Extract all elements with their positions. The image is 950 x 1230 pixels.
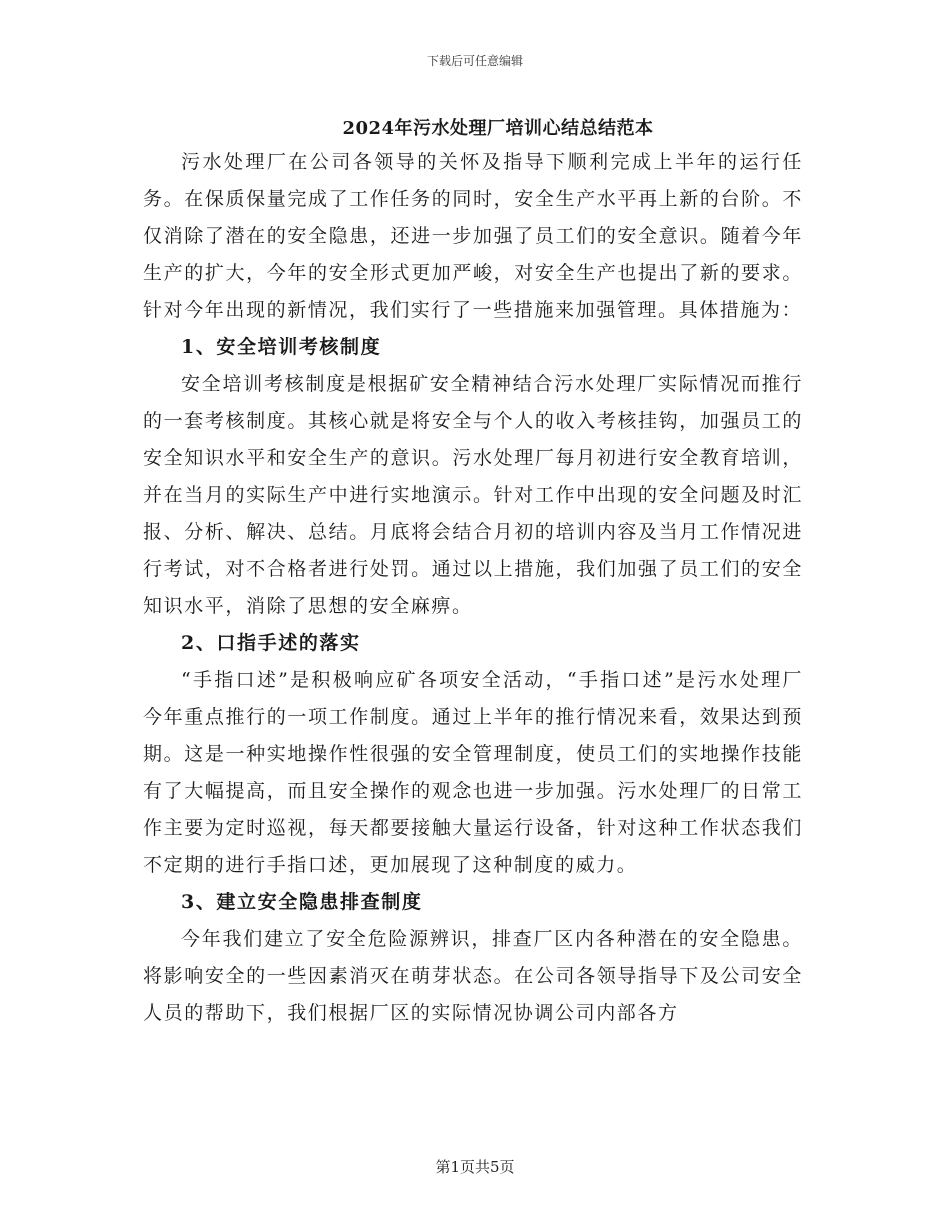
section-heading-3: 3、建立安全隐患排查制度 (181, 891, 423, 913)
page-number: 第1页共5页 (435, 1158, 515, 1176)
header-note: 下载后可任意编辑 (426, 54, 523, 68)
section-heading-1: 1、安全培训考核制度 (181, 336, 382, 358)
section-heading-2: 2、口指手述的落实 (181, 632, 361, 654)
document-body (143, 144, 803, 1032)
section-paragraph-1: 安全培训考核制度是根据矿安全精神结合污水处理厂实际情况而推行的一套考核制度。其核心就是将安全与个人的收入考核挂钩，加强员工的安全知识水平和安全生产的意识。污水处理厂每月初进行安全教育培训，并在当月的实际生产中进行实地演示。针对工作中出现的安全问题及时汇报、分析、解决、总结。月底将会结合月初的培训内容及当月工作情况进行考试，对不合格者进行处罚。通过以上措施，我们加强了员工们的安全知识水平，消除了思想的安全麻痹。 (143, 373, 803, 617)
section-paragraph-2: “手指口述”是积极响应矿各项安全活动，“手指口述”是污水处理厂今年重点推行的一项工作制度。通过上半年的推行情况来看，效果达到预期。这是一种实地操作性很强的安全管理制度，使员工们的实地操作技能有了大幅提高，而且安全操作的观念也进一步加强。污水处理厂的日常工作主要为定时巡视，每天都要接触大量运行设备，针对这种工作状态我们不定期的进行手指口述，更加展现了这种制度的威力。 (143, 669, 803, 876)
section-paragraph-3: 今年我们建立了安全危险源辨识，排查厂区内各种潜在的安全隐患。将影响安全的一些因素消灭在萌芽状态。在公司各领导指导下及公司安全人员的帮助下，我们根据厂区的实际情况协调公司内部各方 (143, 928, 803, 1024)
intro-paragraph: 污水处理厂在公司各领导的关怀及指导下顺利完成上半年的运行任务。在保质保量完成了工作任务的同时，安全生产水平再上新的台阶。不仅消除了潜在的安全隐患，还进一步加强了员工们的安全意识。随着今年生产的扩大，今年的安全形式更加严峻，对安全生产也提出了新的要求。针对今年出现的新情况，我们实行了一些措施来加强管理。具体措施为： (143, 151, 803, 321)
document-title: 2024年污水处理厂培训心结总结范本 (342, 118, 654, 139)
